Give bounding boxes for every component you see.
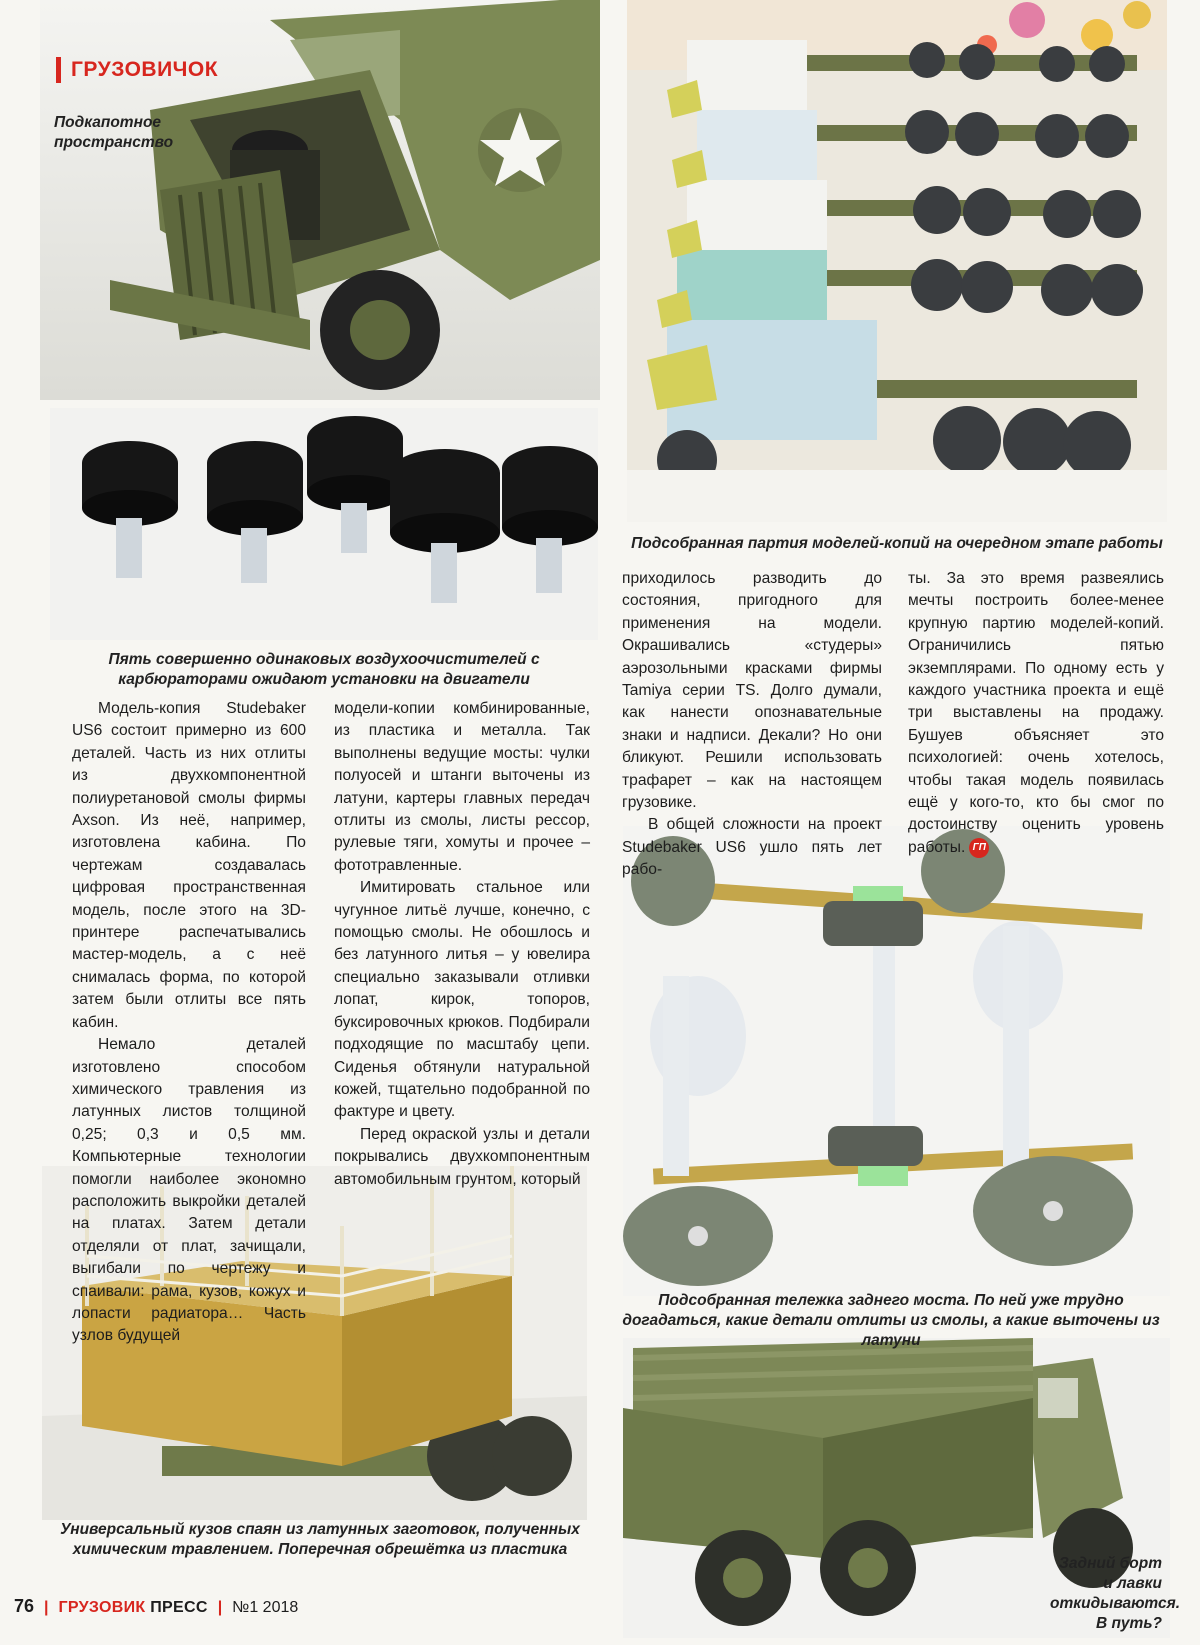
article-end-mark: ГП [969, 838, 989, 858]
paragraph [908, 568, 1164, 859]
magazine-name-part1: ГРУЗОВИК [58, 1599, 146, 1616]
article-column-2 [334, 698, 590, 1191]
photo-air-cleaners [50, 408, 598, 640]
paragraph: В общей сложности на проект Studebaker US6 ушло пять лет рабо- [622, 816, 882, 879]
issue-number: №1 2018 [232, 1599, 299, 1616]
section-tag [56, 57, 218, 83]
paragraph-text: ты. За это время развеялись мечты построить более-менее крупную партию моделей-копий. Ограничились пятью экземплярами. По одному есть у каждого участника проекта и ещё три выставлены на продажу. Бушуев объясняет это психологией: очень хотелось, чтобы такая модель появилась ещё у кого-то, кто бы смог по достоинству оценить уровень работы. [908, 570, 1164, 856]
caption-air-cleaners: Пять совершенно одинаковых воздухоочистителей с карбюраторами ожидают установки на двигатели [108, 651, 540, 688]
paragraph: Перед окраской узлы и детали покрывались двухкомпонентным автомобильным грунтом, который [334, 1125, 590, 1188]
page-footer [14, 1596, 298, 1617]
paragraph: модели-копии комбинированные, из пластика и металла. Так выполнены ведущие мосты: чулки полуосей и штанги выточены из латуни, картеры главных передач отлиты из смолы, листы рессор, рулевые тяги, хомуты и прочее – фототравленные. [334, 700, 590, 874]
section-accent-bar [56, 57, 61, 83]
section-title: ГРУЗОВИЧОК [71, 58, 219, 81]
paragraph: Модель-копия Studebaker US6 состоит примерно из 600 деталей. Часть из них отлиты из двухкомпонентной полиуретановой смолы фирмы Axson. Из неё, например, изготовлена кабина. По чертежам создавалась цифровая пространственная модель, после этого на 3D-принтере распечатывались мастер-модель, а с неё снималась форма, по которой затем были отлиты все пять кабин. [72, 700, 306, 1031]
photo-rear-axle [623, 826, 1170, 1296]
paragraph: Немало деталей изготовлено способом химического травления из латунных листов толщиной 0,25; 0,3 и 0,5 мм. Компьютерные технологии помогли наиболее экономно расположить выкройки деталей на платах. Затем детали отделяли от плат, зачищали, выгибали по чертежу и спаивали: рама, кузов, кожух и лопасти радиатора… Часть узлов будущей [72, 1036, 306, 1345]
magazine-name-part2: ПРЕСС [150, 1599, 208, 1616]
caption-tailgate: Задний борт и лавки откидываются. В путь? [1050, 1555, 1181, 1632]
caption-engine-bay: Подкапотное пространство [54, 114, 174, 151]
article-column-4 [908, 568, 1164, 859]
article-column-1 [72, 698, 306, 1348]
caption-brass-body: Универсальный кузов спаян из латунных заготовок, полученных химическим травлением. Поперечная обрешётка из пластика [60, 1521, 580, 1558]
paragraph: приходилось разводить до состояния, пригодного для применения на модели. Окрашивались «студеры» аэрозольными красками фирмы Tamiya серии TS. Долго думали, как нанести опознавательные знаки и надписи. Декали? Но они бликуют. Решили использовать трафарет – как на настоящем грузовике. [622, 570, 882, 812]
magazine-name [59, 1599, 208, 1617]
caption-batch: Подсобранная партия моделей-копий на очередном этапе работы [631, 535, 1163, 552]
photo-model-batch [627, 0, 1167, 522]
article-column-3 [622, 568, 882, 882]
caption-rear-axle: Подсобранная тележка заднего моста. По ней уже трудно догадаться, какие детали отлиты из смолы, а какие выточены из латуни [622, 1292, 1160, 1349]
footer-separator: | [217, 1599, 223, 1616]
page-number: 76 [14, 1596, 35, 1616]
paragraph: Имитировать стальное или чугунное литьё лучше, конечно, с помощью смолы. Не обошлось и без латунного литья – у ювелира специально заказывали отливки лопат, кирок, топоров, буксировочных крюков. Подбирали подходящие по масштабу цепи. Сиденья обтянули натуральной кожей, тщательно подобранной по фактуре и цвету. [334, 879, 590, 1121]
footer-separator: | [44, 1599, 49, 1616]
